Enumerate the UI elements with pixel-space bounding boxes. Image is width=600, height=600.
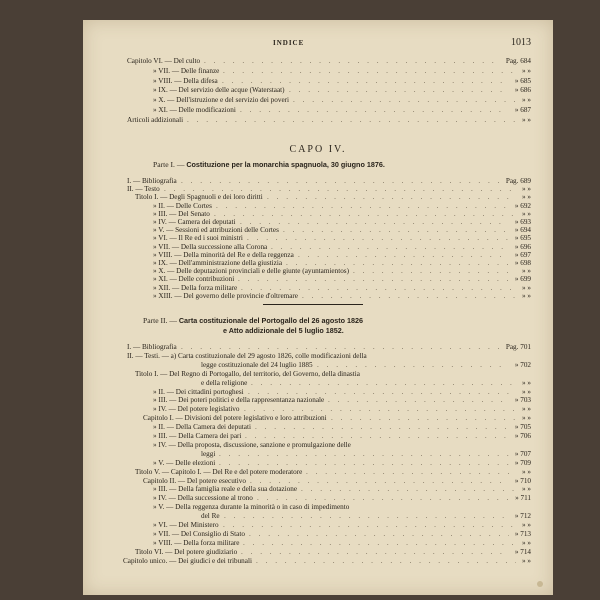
toc-entry-page: » 698	[514, 259, 531, 267]
part-one-title	[153, 160, 385, 169]
toc-entry-label: » X. — Delle deputazioni provinciali e delle giunte (ayuntamientos)	[153, 267, 349, 276]
toc-entry-page: » 702	[514, 360, 531, 369]
dot-leader	[302, 291, 516, 301]
toc-entry-label: I. — Bibliografia	[127, 343, 177, 351]
toc-entry-page: » »	[522, 485, 531, 494]
toc-entry-label: » XI. — Delle modificazioni	[153, 106, 236, 114]
toc-entry-page: » 687	[514, 106, 531, 114]
toc-entry-page: » 711	[515, 494, 531, 503]
dot-leader	[222, 76, 509, 86]
toc-entry-label: leggi	[201, 449, 216, 458]
toc-entry-label: » II. — Della Camera dei deputati	[153, 423, 251, 432]
toc-entry-label: Titolo I. — Del Regno di Portogallo, del territorio, del Governo, della dinastia	[135, 369, 360, 378]
toc-entry-label: » III. — Della famiglia reale e della sua dotazione	[153, 485, 298, 494]
toc-entry-page: » »	[522, 521, 531, 529]
toc-entry-label: Capitolo I. — Divisioni del potere legislativo e loro attribuzioni	[143, 414, 327, 423]
toc-entry-page: » »	[522, 467, 531, 476]
toc-entry-page: » 706	[514, 432, 531, 440]
toc-entry-page: » 697	[514, 250, 531, 259]
toc-entry-label: Capitolo VI. — Del culto	[127, 57, 201, 65]
part-two-title	[143, 316, 363, 325]
paper-foxing-spot	[537, 581, 543, 587]
toc-entry	[83, 85, 531, 95]
toc-entry-label: Titolo I. — Degli Spagnuoli e dei loro diritti	[135, 193, 263, 202]
dot-leader	[256, 556, 516, 566]
toc-entry-label: I. — Bibliografia	[127, 177, 177, 185]
toc-entry-page: » »	[522, 414, 531, 423]
toc-entry-label: Capitolo II. — Del potere esecutivo	[143, 476, 246, 485]
toc-entry-page: » »	[522, 267, 531, 276]
toc-entry-page: » »	[522, 115, 531, 124]
toc-entry-label: » IV. — Della proposta, discussione, sanzione e promulgazione delle	[153, 440, 351, 449]
dot-leader	[293, 95, 516, 105]
toc-entry-page: » 685	[514, 76, 531, 85]
toc-entry-label: » VII. — Della successione alla Corona	[153, 242, 268, 251]
toc-entry-page: » 709	[514, 458, 531, 467]
toc-entry	[83, 105, 531, 115]
separator-rule	[263, 304, 363, 305]
toc-entry-page: » »	[522, 387, 531, 396]
toc-entry-page: » »	[522, 405, 531, 414]
toc-entry-label: » VI. — Del Ministero	[153, 521, 219, 529]
toc-entry-label: » V. — Sessioni ed attribuzioni delle Cortes	[153, 226, 279, 235]
toc-entry-label: » IX. — Del servizio delle acque (Waterstaat)	[153, 86, 285, 95]
part-two-heading: Carta costituzionale del Portogallo del 26 agosto 1826	[178, 316, 363, 325]
toc-entry-page: » »	[522, 96, 531, 105]
toc-entry-label: » XI. — Delle contribuzioni	[153, 275, 235, 284]
toc-entry-page: » 707	[514, 449, 531, 458]
toc-entry-label: » III. — Dei poteri politici e della rappresentanza nazionale	[153, 396, 325, 405]
toc-entry-label: » IV. — Camera dei deputati	[153, 218, 236, 226]
header-title: INDICE	[273, 39, 305, 47]
toc-entry	[83, 66, 531, 76]
toc-entry-label: Articoli addizionali	[127, 115, 184, 124]
toc-entry-page: » 705	[514, 423, 531, 432]
toc-entry-page: » 693	[514, 218, 531, 226]
toc-entry-label: Titolo V. — Capitolo I. — Del Re e del potere moderatore	[135, 467, 303, 476]
toc-entry-label: » VII. — Del Consiglio di Stato	[153, 529, 245, 538]
running-header	[83, 39, 553, 53]
toc-entry-label: » VII. — Delle finanze	[153, 66, 220, 75]
toc-entry	[83, 291, 531, 301]
toc-entry-page: » »	[522, 291, 531, 300]
toc-entry-page: » »	[522, 283, 531, 292]
toc-entry-page: » 714	[514, 547, 531, 556]
toc-entry	[83, 95, 531, 105]
toc-entry-page: » »	[522, 66, 531, 75]
toc-entry-label: » IV. — Del potere legislativo	[153, 405, 240, 414]
toc-entry-page: » 712	[514, 512, 531, 521]
toc-entry-page: » 703	[514, 396, 531, 405]
dot-leader	[223, 66, 516, 76]
toc-entry	[83, 115, 531, 125]
toc-entry-label: » VIII. — Della difesa	[153, 76, 218, 85]
book-page	[83, 20, 553, 595]
toc-entry-page: Pag. 689	[505, 177, 531, 185]
dot-leader	[187, 115, 516, 125]
toc-entry-label: e della religione	[201, 378, 248, 387]
toc-entry	[83, 76, 531, 86]
toc-entry-page: » »	[522, 209, 531, 218]
part-two-prefix: Parte II. —	[143, 316, 177, 325]
toc-entry-page: » 694	[514, 226, 531, 235]
toc-entry-label: » XIII. — Del governo delle provincie d'oltremare	[153, 291, 298, 300]
toc-entry-label: » II. — Dei cittadini portoghesi	[153, 387, 244, 396]
toc-entry-page: » »	[522, 538, 531, 547]
toc-entry-label: » V. — Della reggenza durante la minorità o in caso di impedimento	[153, 503, 350, 512]
toc-entry-page: » »	[522, 193, 531, 202]
dot-leader	[289, 85, 509, 95]
toc-entry-page: » 686	[514, 86, 531, 95]
toc-entry-page: » 696	[514, 242, 531, 251]
toc-entry-label: » XII. — Della forza militare	[153, 283, 238, 292]
toc-entry-label: » II. — Delle Cortes	[153, 201, 212, 210]
toc-entry	[83, 56, 531, 66]
toc-entry-label: » X. — Dell'istruzione e del servizio dei poveri	[153, 96, 290, 105]
part-one-heading: Costituzione per la monarchia spagnuola, 30 giugno 1876.	[186, 160, 385, 169]
toc-entry-label: II. — Testo	[127, 185, 160, 194]
toc-entry-page: » 699	[514, 275, 531, 284]
toc-entry-page: » 695	[514, 234, 531, 243]
toc-entry-label: Titolo VI. — Del potere giudiziario	[135, 547, 238, 556]
toc-entry-label: » IV. — Della successione al trono	[153, 494, 253, 503]
page-number: 1013	[511, 37, 531, 48]
toc-entry-page: » 713	[514, 529, 531, 538]
toc-entry-page: » »	[522, 378, 531, 387]
toc-entry-label: » IX. — Dell'amministrazione della giustizia	[153, 259, 283, 267]
toc-entry-label: legge costituzionale del 24 luglio 1885	[201, 360, 313, 369]
toc-entry-label: del Re	[201, 512, 220, 521]
toc-entry	[83, 556, 531, 566]
toc-entry-label: » V. — Delle elezioni	[153, 458, 216, 467]
part-one-prefix: Parte I. —	[153, 160, 185, 169]
toc-entry-label: » VIII. — Della minorità del Re e della reggenza	[153, 250, 294, 259]
toc-entry-label: Capitolo unico. — Dei giudici e dei tribunali	[123, 556, 252, 565]
chapter-heading: CAPO IV.	[289, 144, 347, 155]
toc-entry-label: » III. — Della Camera dei pari	[153, 432, 242, 440]
toc-entry-page: » »	[522, 185, 531, 194]
toc-entry-page: Pag. 684	[505, 57, 531, 65]
dot-leader	[204, 56, 500, 66]
toc-entry-page: » 710	[514, 476, 531, 485]
toc-entry-page: Pag. 701	[505, 343, 531, 351]
part-two-subtitle: e Atto addizionale del 5 luglio 1852.	[223, 326, 344, 335]
toc-entry-page: » »	[522, 556, 531, 565]
toc-entry-page: » 692	[514, 201, 531, 210]
toc-entry-label: » III. — Del Senato	[153, 209, 210, 218]
toc-entry-label: II. — Testi. — a) Carta costituzionale del 29 agosto 1826, colle modificazioni della	[127, 351, 367, 360]
toc-entry-label: » VIII. — Della forza militare	[153, 538, 240, 547]
toc-entry-label: » VI. — Il Re ed i suoi ministri	[153, 234, 243, 243]
dot-leader	[240, 105, 509, 115]
